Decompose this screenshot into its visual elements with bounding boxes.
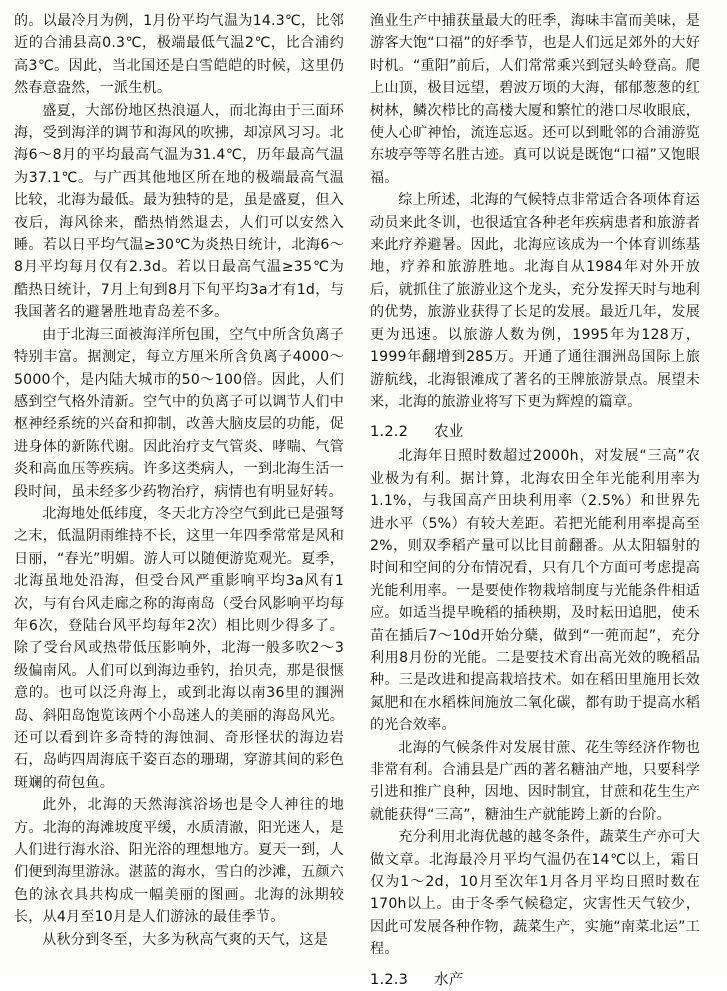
paragraph: 充分利用北海优越的越冬条件，蔬菜生产亦可大做文章。北海最冷月平均气温仍在14℃以上，霜日仅为1～2d，10月至次年1月各月平均日照时数在170h以上。由于冬季气候稳定，灾害性天气较少，因此可发展各种作物，蔬菜生产，实施“南菜北运”工程。 <box>370 829 700 958</box>
paragraph: 此外，北海的天然海滨浴场也是令人神往的地方。北海的海滩坡度平缓，水质清澈，阳光迷人，是人们进行海水浴、阳光浴的理想地方。夏天一到，人们便到海里游泳。湛蓝的海水，雪白的沙滩，五颜六色的泳衣具共构成一幅美丽的图画。北海的泳期较长，从4月至10月是人们游泳的最佳季节。 <box>14 797 344 926</box>
section-title: 农业 <box>434 423 464 441</box>
paragraph: 北海地处低纬度，冬天北方冷空气到此已是强弩之末，低温阴雨维持不长，这里一年四季常常是风和日丽，“春光”明媚。游人可以随便游览观光。夏季，北海虽地处沿海，但受台风严重影响平均3a风有1次，与有台风走廊之称的海南岛（受台风影响平均每年6次，登陆台风平均每年2次）相比则少得多了。除了受台风或热带低压影响外，北海一般多吹2～3级偏南风。人们可以到海边垂钓，抬贝壳，那是很惬意的。也可以泛舟海上，或到北海以南36里的涠洲岛、斜阳岛饱览该两个小岛迷人的美丽的海岛风光。还可以看到许多奇特的海蚀洞、奇形怪状的海边岩石，岛屿四周海底千姿百态的珊瑚，穿游其间的彩色斑斓的荷包鱼。 <box>14 505 344 791</box>
paragraph: 从秋分到冬至，大多为秋高气爽的天气，这是 <box>42 931 329 948</box>
section-number: 1.2.3 <box>370 970 409 988</box>
section-heading-agriculture <box>370 420 700 443</box>
paragraph: 北海年日照时数超过2000h，对发展“三高”农业极为有利。据计算，北海农田全年光能利用率为1.1%，与我国高产田块利用率（2.5%）和世界先进水平（5%）有较大差距。若把光能利用率提高至2%，则双季稻产量可以比目前翻番。从太阳辐射的时间和空间的分布情况看，只有几个方面可考虑提高光能利用率。一是要使作物栽培制度与光能条件相适应。如适当提早晚稻的插秧期，及时耘田追肥，使禾苗在插后7～10d开始分蘖，做到“一蔸而起”，充分利用8月份的光能。二是要技术育出高光效的晚稻品种。三是改进和提高栽培技术。如在稻田里施用长效氮肥和在水稻株间施放二氧化碳，都有助于提高水稻的光合效率。 <box>370 448 700 734</box>
left-column <box>14 10 344 968</box>
paragraph: 综上所述，北海的气候特点非常适合各项体育运动员来此冬训，也很适宜各种老年疾病患者和旅游者来此疗养避暑。因此，北海应该成为一个体育训练基地，疗养和旅游胜地。北海自从1984年对外开放后，就抓住了旅游业这个龙头，充分发挥天时与地利的优势，旅游业获得了长足的发展。最近几年，发展更为迅速。以旅游人数为例，1995年为128万，1999年翻增到285万。开通了通往涠洲岛国际上旅游航线，北海银滩成了著名的王牌旅游景点。展望未来，北海的旅游业将写下更为辉煌的篇章。 <box>370 192 700 410</box>
paragraph: 的。以最冷月为例，1月份平均气温为14.3℃，比邻近的合浦县高0.3℃，极端最低气温2℃，比合浦约高3℃。因此，当北国还是白雪皑皑的时候，这里仍然春意盎然，一派生机。 <box>14 13 344 97</box>
paragraph: 渔业生产中捕获量最大的旺季，海味丰富而美味，是游客大饱“口福”的好季节，也是人们远足郊外的大好时机。“重阳”前后，人们常常乘兴到冠头岭登高。爬上山顶，极目远望，碧波万顷的大海，郁郁葱葱的红树林，鳞次栉比的高楼大厦和繁忙的港口尽收眼底，使人心旷神怡，流连忘返。还可以到毗邻的合浦游览东坡亭等等名胜古迹。真可以说是既饱“口福”又饱眼福。 <box>370 13 700 186</box>
section-heading-fishery <box>370 968 700 991</box>
section-number: 1.2.2 <box>370 423 409 441</box>
paragraph: 北海的气候条件对发展甘蔗、花生等经济作物也非常有利。合浦县是广西的著名糖油产地，只要科学引进和推广良种，因地、因时制宜，甘蔗和花生生产就能获得“三高”，糖油生产就能跨上新的台阶。 <box>370 739 700 823</box>
paragraph: 盛夏，大部份地区热浪逼人，而北海由于三面环海，受到海洋的调节和海风的吹拂，却凉风习习。北海6～8月的平均最高气温为31.4℃，历年最高气温为37.1℃。与广西其他地区所在地的极端最高气温比较，北海为最低。最为独特的是，虽是盛夏，但入夜后，海风徐来，酷热悄然退去，人们可以安然入睡。若以日平均气温≥30℃为炎热日统计，北海6～8月平均每月仅有2.3d。若以日最高气温≥35℃为酷热日统计，7月上旬到8月下旬平均3a才有1d，与我国著名的避暑胜地青岛差不多。 <box>14 102 344 321</box>
right-column <box>370 10 700 988</box>
section-title: 水产 <box>434 970 464 988</box>
paragraph: 由于北海三面被海洋所包围，空气中所含负离子特别丰富。据测定，每立方厘米所含负离子4000～5000个，是内陆大城市的50～100倍。因此，人们感到空气格外清新。空气中的负离子可以调节人们中枢神经系统的兴奋和抑制，改善大脑皮层的功能，促进身体的新陈代谢。因此治疗支气管炎、哮喘、气管炎和高血压等疾病。许多这类病人，一到北海生活一段时间，虽未经多少药物治疗，病情也有明显好转。 <box>14 326 344 500</box>
